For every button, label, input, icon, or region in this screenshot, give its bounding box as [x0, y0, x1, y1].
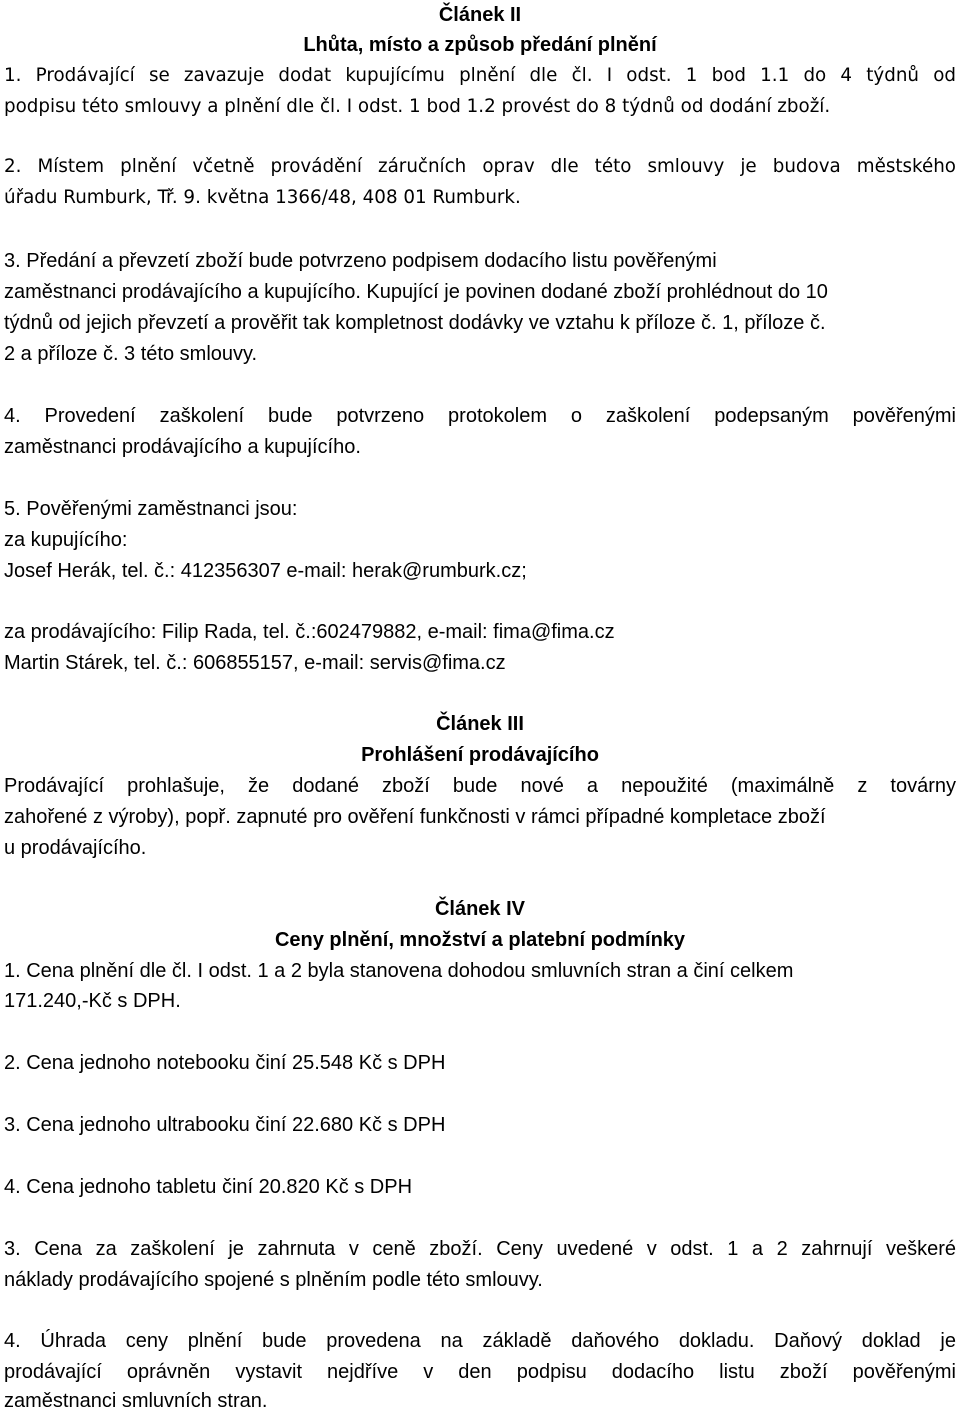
article-4-paragraph-6-line-1: 4. Úhrada ceny plnění bude provedena na základě daňového dokladu. Daňový doklad je	[4, 1330, 956, 1352]
article-3-paragraph-1-line-2: zahořené z výroby), popř. zapnuté pro ověření funkčnosti v rámci případné kompletace zboží	[4, 806, 826, 828]
article-2-heading: Článek II	[438, 4, 522, 26]
article-2-paragraph-2-line-1: 2. Místem plnění včetně provádění záručních oprav dle této smlouvy je budova městského	[4, 156, 956, 177]
article-4-paragraph-1-line-1: 1. Cena plnění dle čl. I odst. 1 a 2 byla stanovena dohodou smluvních stran a činí celkem	[4, 960, 794, 982]
article-4-paragraph-1-line-2: 171.240,-Kč s DPH.	[4, 990, 181, 1012]
article-3-paragraph-1-line-3: u prodávajícího.	[4, 837, 147, 859]
article-2-paragraph-6-line-1: za prodávajícího: Filip Rada, tel. č.:602479882, e-mail: fima@fima.cz	[4, 621, 615, 643]
article-2-paragraph-5-line-1: 5. Pověřenými zaměstnanci jsou:	[4, 498, 298, 520]
article-2-paragraph-4-line-2: zaměstnanci prodávajícího a kupujícího.	[4, 436, 361, 458]
article-2-paragraph-5-line-2: za kupujícího:	[4, 529, 128, 551]
article-3-paragraph-1-line-1: Prodávající prohlašuje, že dodané zboží bude nové a nepoužité (maximálně z továrny	[4, 775, 956, 797]
article-4-paragraph-5-line-2: náklady prodávajícího spojené s plněním podle této smlouvy.	[4, 1269, 543, 1291]
article-4-notebook-price: 2. Cena jednoho notebooku činí 25.548 Kč s DPH	[4, 1052, 446, 1074]
article-2-paragraph-3-line-2: zaměstnanci prodávajícího a kupujícího. Kupující je povinen dodané zboží prohlédnout do 10	[4, 281, 828, 303]
article-2-paragraph-5-line-3: Josef Herák, tel. č.: 412356307 e-mail: herak@rumburk.cz;	[4, 560, 527, 582]
article-4-paragraph-5-line-1: 3. Cena za zaškolení je zahrnuta v ceně zboží. Ceny uvedené v odst. 1 a 2 zahrnují veškeré	[4, 1238, 956, 1260]
article-3-heading: Článek III	[436, 713, 524, 735]
article-2-paragraph-1-line-2: podpisu této smlouvy a plnění dle čl. I odst. 1 bod 1.2 provést do 8 týdnů od dodání zboží.	[4, 96, 831, 117]
article-4-heading: Článek IV	[434, 898, 526, 920]
article-3-subheading: Prohlášení prodávajícího	[361, 744, 599, 766]
article-2-paragraph-6-line-2: Martin Stárek, tel. č.: 606855157, e-mail: servis@fima.cz	[4, 652, 506, 674]
article-2-paragraph-3-line-3: týdnů od jejich převzetí a prověřit tak kompletnost dodávky ve vztahu k příloze č. 1, příloze č.	[4, 312, 826, 334]
article-2-paragraph-3-line-4: 2 a příloze č. 3 této smlouvy.	[4, 343, 258, 365]
article-4-ultrabook-price: 3. Cena jednoho ultrabooku činí 22.680 Kč s DPH	[4, 1114, 446, 1136]
article-2-paragraph-3-line-1: 3. Předání a převzetí zboží bude potvrzeno podpisem dodacího listu pověřenými	[4, 250, 717, 272]
article-4-paragraph-6-line-2: prodávající oprávněn vystavit nejdříve v den podpisu dodacího listu zboží pověřenými	[4, 1361, 956, 1383]
article-2-paragraph-2-line-2: úřadu Rumburk, Tř. 9. května 1366/48, 408 01 Rumburk.	[4, 187, 521, 208]
article-4-subheading: Ceny plnění, množství a platební podmínky	[274, 929, 686, 951]
article-2-subheading: Lhůta, místo a způsob předání plnění	[303, 34, 657, 56]
article-4-paragraph-6-line-3: zaměstnanci smluvních stran.	[4, 1390, 268, 1412]
article-2-paragraph-4-line-1: 4. Provedení zaškolení bude potvrzeno protokolem o zaškolení podepsaným pověřenými	[4, 405, 956, 427]
article-2-paragraph-1-line-1: 1. Prodávající se zavazuje dodat kupujícímu plnění dle čl. I odst. 1 bod 1.1 do 4 týdnů od	[4, 65, 956, 86]
article-4-tablet-price: 4. Cena jednoho tabletu činí 20.820 Kč s DPH	[4, 1176, 413, 1198]
